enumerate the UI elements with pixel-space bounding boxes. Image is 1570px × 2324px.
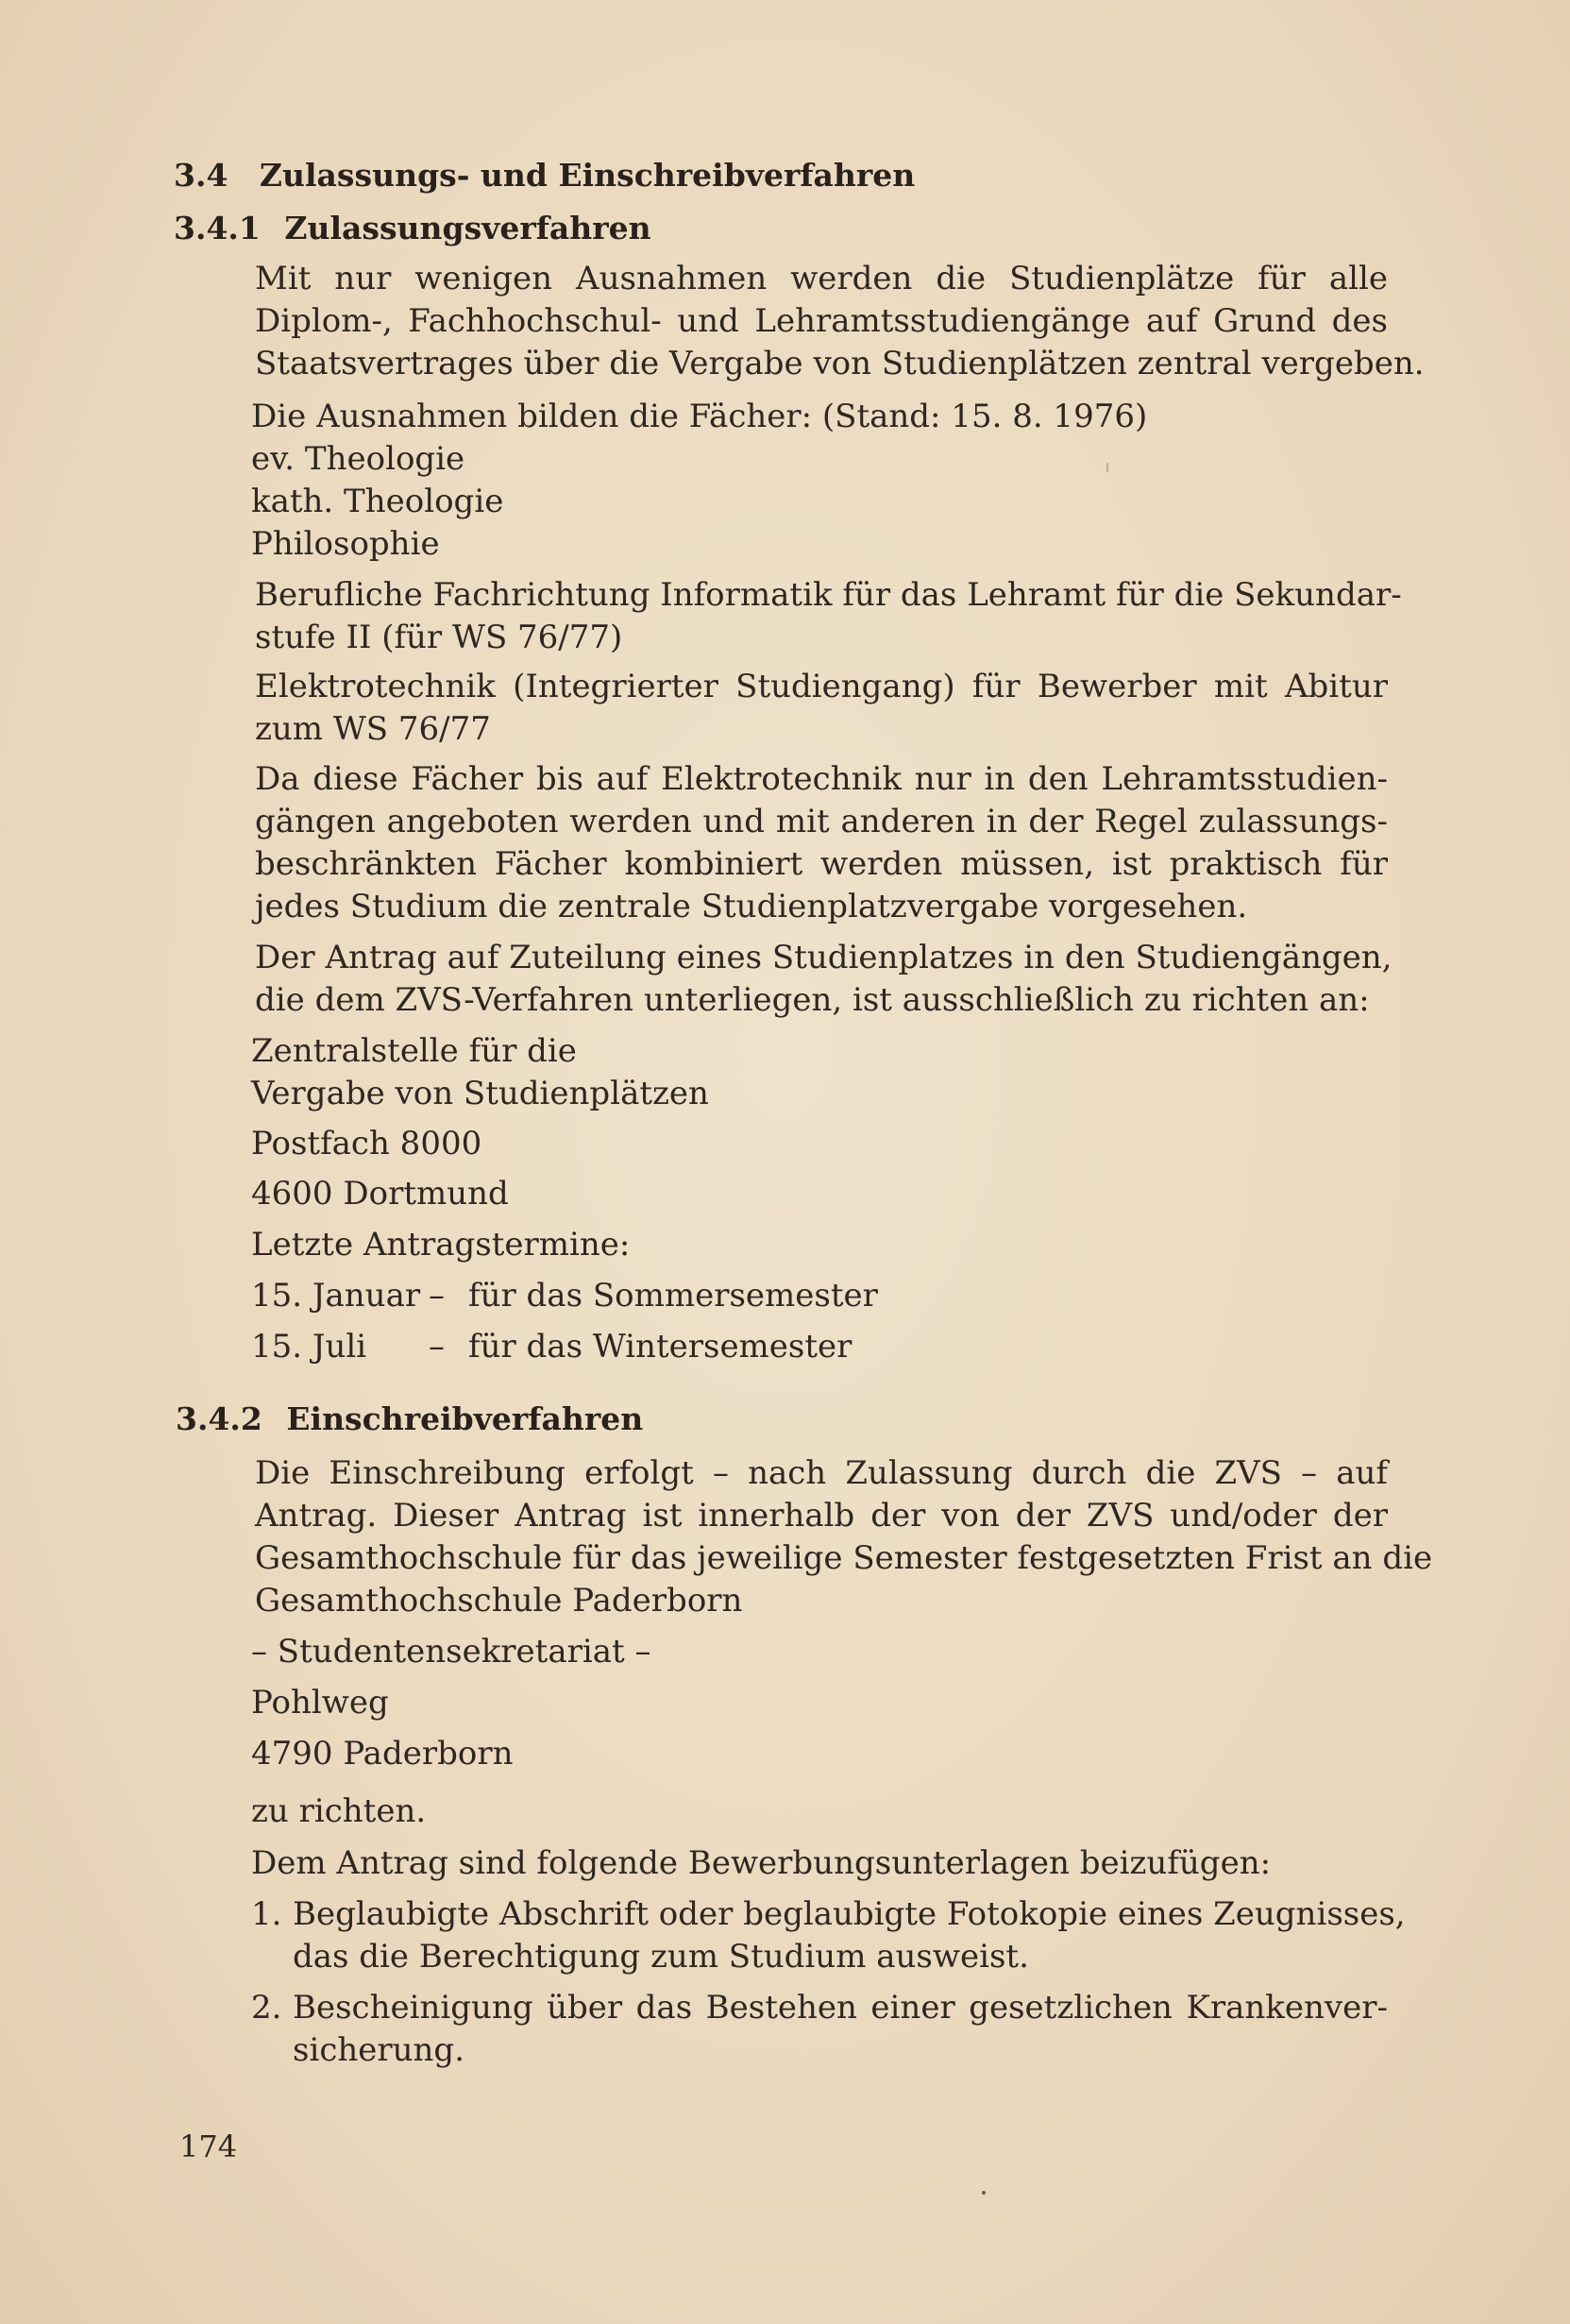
list-number: 1. <box>251 1895 282 1933</box>
paragraph-line: Die Einschreibung erfolgt – nach Zulassung durch die ZVS – auf <box>255 1454 1388 1492</box>
paragraph-line: Elektrotechnik (Integrierter Studiengang) für Bewerber mit Abitur <box>255 668 1388 705</box>
address-line: 4600 Dortmund <box>251 1175 509 1213</box>
section-title: Zulassungsverfahren <box>284 210 651 246</box>
address-line: Vergabe von Studienplätzen <box>251 1075 709 1112</box>
exceptions-intro: Die Ausnahmen bilden die Fächer: (Stand: 15. 8. 1976) <box>251 398 1148 435</box>
section-heading-3-4 <box>174 157 915 194</box>
paragraph-line: gängen angeboten werden und mit anderen in der Regel zulassungs- <box>255 803 1388 840</box>
paragraph-line: Gesamthochschule Paderborn <box>255 1582 743 1620</box>
section-title: Zulassungs- und Einschreibverfahren <box>259 157 916 194</box>
paragraph-line: zum WS 76/77 <box>255 710 491 748</box>
street-line: Pohlweg <box>251 1684 389 1722</box>
list-number: 2. <box>251 1989 282 2027</box>
subject-item: Philosophie <box>251 525 440 563</box>
paragraph-line: Antrag. Dieser Antrag ist innerhalb der von der ZVS und/oder der <box>255 1497 1388 1535</box>
paragraph-line: Mit nur wenigen Ausnahmen werden die Studienplätze für alle <box>255 260 1388 297</box>
paragraph-line: Da diese Fächer bis auf Elektrotechnik nur in den Lehramtsstudien- <box>255 760 1388 798</box>
section-heading-3-4-1 <box>174 210 651 246</box>
deadline-date: 15. Januar <box>251 1277 421 1315</box>
paper-speck <box>982 2191 986 2195</box>
paragraph-line: stufe II (für WS 76/77) <box>255 619 623 656</box>
deadline-dash: – <box>429 1277 445 1315</box>
paragraph-line: Der Antrag auf Zuteilung eines Studienplatzes in den Studiengängen, <box>255 939 1393 976</box>
page-number: 174 <box>179 2129 238 2164</box>
deadline-date: 15. Juli <box>251 1328 367 1366</box>
section-heading-3-4-2 <box>176 1400 643 1437</box>
section-number: 3.4 <box>174 157 228 194</box>
paragraph-line: Diplom-, Fachhochschul- und Lehramtsstudiengänge auf Grund des <box>255 302 1388 340</box>
closing-line: zu richten. <box>251 1792 427 1830</box>
city-line: 4790 Paderborn <box>251 1735 514 1773</box>
paragraph-line: Gesamthochschule für das jeweilige Semester festgesetzten Frist an die <box>255 1539 1433 1577</box>
section-title: Einschreibverfahren <box>286 1400 644 1437</box>
deadline-text: für das Sommersemester <box>468 1277 878 1315</box>
paragraph-line: Berufliche Fachrichtung Informatik für das Lehramt für die Sekundar- <box>255 576 1402 614</box>
paragraph-line: jedes Studium die zentrale Studienplatzvergabe vorgesehen. <box>255 888 1248 925</box>
subject-item: ev. Theologie <box>251 440 465 478</box>
section-number: 3.4.2 <box>176 1400 262 1437</box>
subject-item: kath. Theologie <box>251 483 504 520</box>
office-line: – Studentensekretariat – <box>251 1633 651 1671</box>
list-item-line: Beglaubigte Abschrift oder beglaubigte Fotokopie eines Zeugnisses, <box>293 1895 1406 1933</box>
paragraph-line: beschränkten Fächer kombiniert werden müssen, ist praktisch für <box>255 845 1388 883</box>
address-line: Zentralstelle für die <box>251 1032 577 1070</box>
deadlines-title: Letzte Antragstermine: <box>251 1226 631 1264</box>
section-number: 3.4.1 <box>174 210 261 246</box>
address-line: Postfach 8000 <box>251 1125 482 1162</box>
list-item-line: Bescheinigung über das Bestehen einer gesetzlichen Krankenver- <box>293 1989 1388 2027</box>
paper-speck <box>1106 463 1108 472</box>
documents-intro: Dem Antrag sind folgende Bewerbungsunterlagen beizufügen: <box>251 1844 1272 1882</box>
deadline-text: für das Wintersemester <box>468 1328 853 1366</box>
deadline-dash: – <box>429 1328 445 1366</box>
list-item-line: das die Berechtigung zum Studium ausweist. <box>293 1938 1029 1976</box>
paragraph-line: die dem ZVS-Verfahren unterliegen, ist ausschließlich zu richten an: <box>255 981 1370 1019</box>
list-item-line: sicherung. <box>293 2031 465 2069</box>
paragraph-line: Staatsvertrages über die Vergabe von Studienplätzen zentral vergeben. <box>255 345 1425 382</box>
